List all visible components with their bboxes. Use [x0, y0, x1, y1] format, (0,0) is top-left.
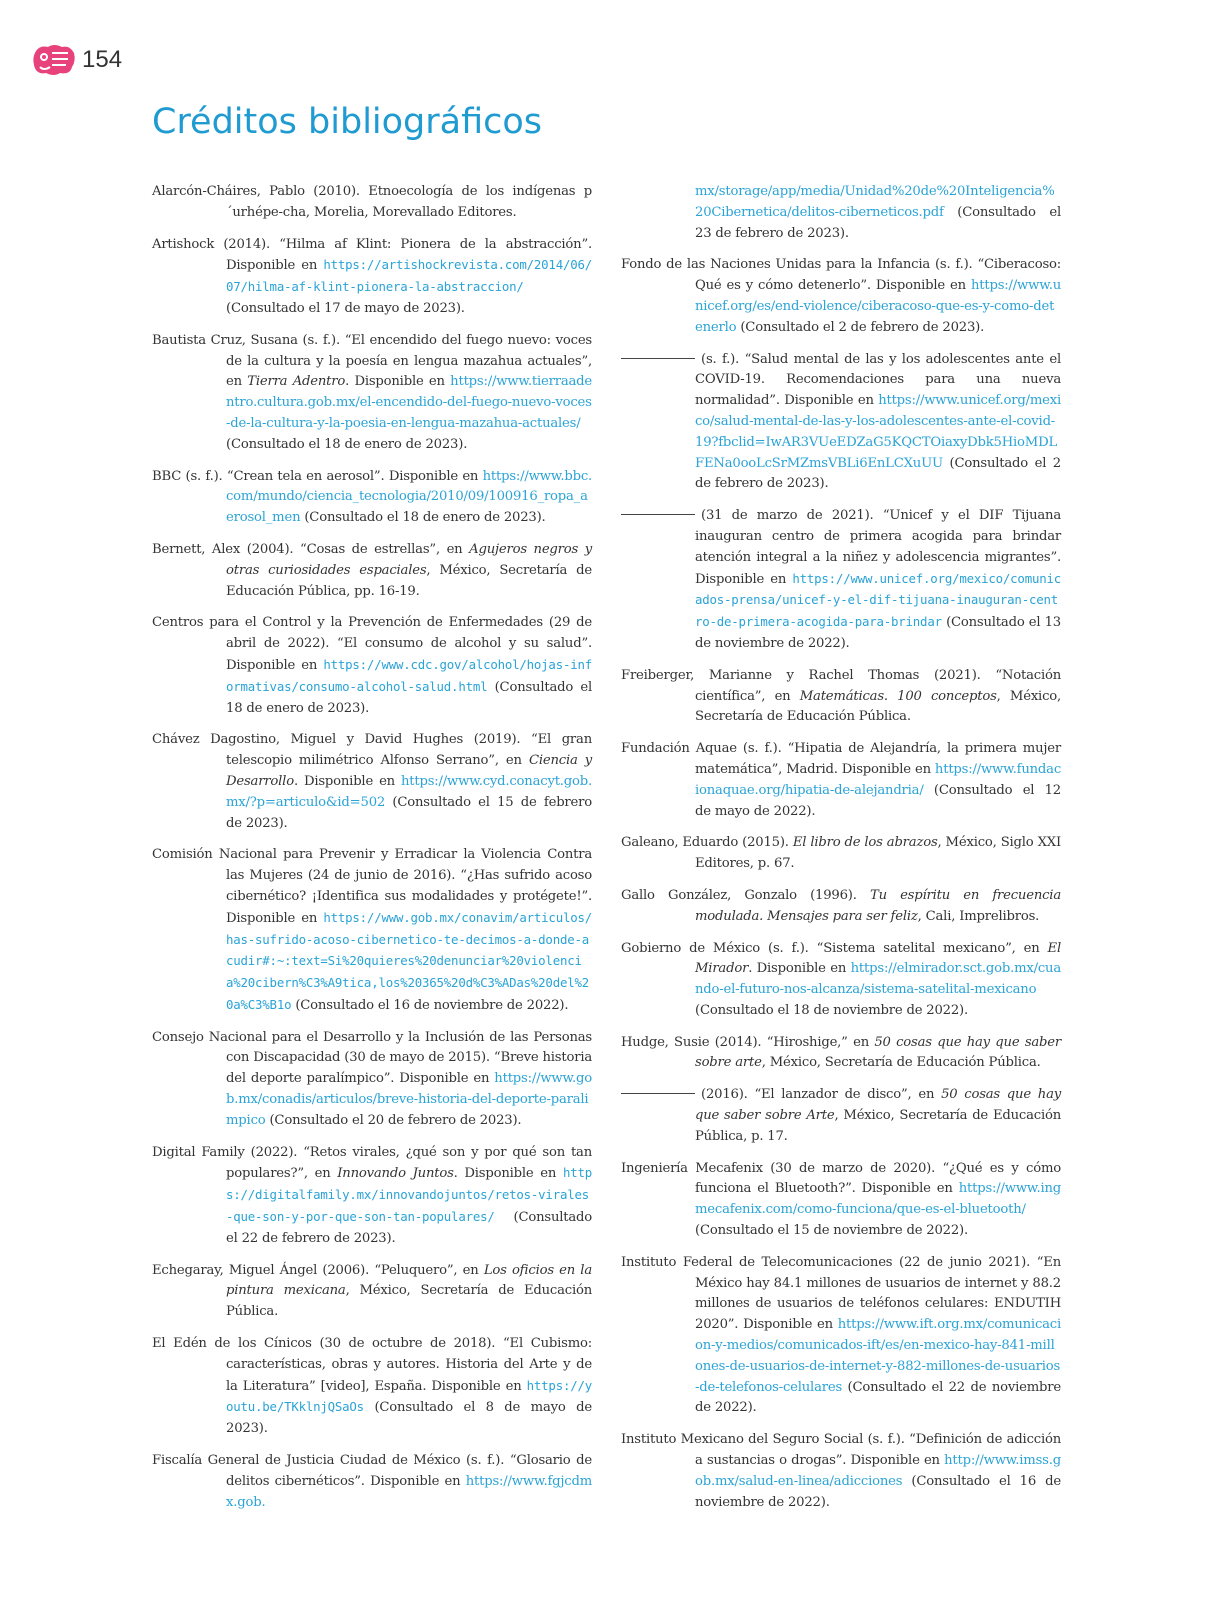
entry-text: (Consultado el 20 de febrero de 2023).: [265, 1112, 522, 1128]
entry-title-italic: 50 cosas que hay que saber sobre Arte: [695, 1087, 1061, 1124]
entry-link[interactable]: https://www.tierraadentro.cultura.gob.mx/el-encendido-del-fuego-nuevo-voces-de-la-cultura-y-la-poesia-en-lengua-mazahua-actuales/: [226, 374, 592, 431]
entry-title-italic: Tierra Adentro: [247, 374, 346, 390]
pink-glyph-logo-icon: [32, 43, 76, 77]
entry-text: , México, Secretaría de Educación Pública.: [226, 1283, 593, 1320]
bibliography-entry: [621, 350, 1061, 496]
entry-text: Gallo González, Gonzalo (1996).: [621, 887, 870, 903]
bibliography-entry: [152, 613, 592, 719]
entry-link[interactable]: https://www.unicef.org/mexico/salud-mental-de-las-y-los-adolescentes-ante-el-covid-19?fbclid=IwAR3VUeEDZaG5KQCTOiaxyDbk5HioMDLFENa0ooLcSrMZmsVBLi6EnLCXuUU: [695, 393, 1061, 471]
bibliography-entry: [152, 1143, 592, 1250]
entry-text: (Consultado el 2 de febrero de 2023).: [695, 455, 1061, 492]
entry-text: Bautista Cruz, Susana (s. f.). “El encendido del fuego nuevo: voces de la cultura y la poesía en lengua mazahua actuales”, en: [152, 332, 592, 390]
entry-text: Comisión Nacional para Prevenir y Erradicar la Violencia Contra las Mujeres (24 de junio de 2016). “¿Has sufrido acoso cibernético? ¡Identifica sus modalidades y protégete!”. Disponible en: [152, 847, 592, 926]
bibliography-entry: [152, 467, 592, 529]
entry-link[interactable]: https://elmirador.sct.gob.mx/cuando-el-futuro-nos-alcanza/sistema-satelital-mexicano: [695, 961, 1061, 998]
bibliography-entry: [152, 235, 592, 320]
entry-text: (Consultado el 22 de noviembre de 2022).: [695, 1379, 1061, 1416]
entry-text: BBC (s. f.). “Crean tela en aerosol”. Disponible en: [152, 468, 483, 484]
bibliography-entry: [621, 886, 1061, 928]
entry-text: . Disponible en: [345, 374, 451, 390]
entry-text: , México, Secretaría de Educación Pública.: [761, 1055, 1041, 1071]
entry-text: (s. f.). “Salud mental de las y los adolescentes ante el COVID-19. Recomendaciones para una nueva normalidad”. Disponible en: [695, 351, 1061, 409]
entry-link[interactable]: https://www.ift.org.mx/comunicacion-y-medios/comunicados-ift/es/en-mexico-hay-841-millones-de-usuarios-de-internet-y-882-millones-de-usuarios-de-telefonos-celulares: [695, 1317, 1061, 1395]
entry-text: (2016). “El lanzador de disco”, en: [701, 1087, 942, 1103]
entry-text: (Consultado el 12 de mayo de 2022).: [695, 782, 1061, 819]
entry-title-italic: El libro de los abrazos: [792, 835, 938, 851]
entry-link[interactable]: mx/storage/app/media/Unidad%20de%20Inteligencia%20Cibernetica/delitos-ciberneticos.pdf: [695, 184, 1055, 220]
right-column: [621, 182, 1061, 1524]
entry-text: . Disponible en: [748, 961, 851, 977]
entry-text: , México, Secretaría de Educación Pública.: [695, 688, 1061, 725]
entry-text: , México, Secretaría de Educación Pública, p. 17.: [695, 1108, 1062, 1144]
entry-text: Instituto Federal de Telecomunicaciones (22 de junio 2021). “En México hay 84.1 millones de usuarios de internet y 88.2 millones de usuarios de teléfonos celulares: ENDUTIH 2020”. Disponible en: [621, 1254, 1061, 1333]
entry-text: (Consultado el 16 de noviembre de 2022).: [695, 1473, 1061, 1510]
entry-text: , México, Secretaría de Educación Pública, pp. 16-19.: [226, 562, 592, 599]
entry-text: Consejo Nacional para el Desarrollo y la Inclusión de las Personas con Discapacidad (30 de mayo de 2015). “Breve historia del deporte paralímpico”. Disponible en: [152, 1029, 592, 1087]
entry-link[interactable]: https://digitalfamily.mx/innovandojuntos/retos-virales-que-son-y-por-que-son-tan-populares/: [226, 1165, 592, 1225]
entry-text: Fondo de las Naciones Unidas para la Infancia (s. f.). “Ciberacoso: Qué es y cómo detenerlo”. Disponible en: [621, 257, 1061, 294]
entry-text: (Consultado el 15 de febrero de 2023).: [226, 794, 592, 831]
entry-text: (Consultado el 8 de mayo de 2023).: [226, 1400, 592, 1437]
bibliography-entry: [621, 1085, 1061, 1147]
entry-text: Fundación Aquae (s. f.). “Hipatia de Alejandría, la primera mujer matemática”, Madrid. Disponible en: [621, 741, 1061, 777]
page-title: Créditos bibliográficos: [152, 102, 543, 142]
bibliography-entry: [621, 1033, 1061, 1075]
entry-title-italic: Agujeros negros y otras curiosidades espaciales: [226, 541, 592, 578]
entry-link[interactable]: https://www.gob.mx/conavim/articulos/has-sufrido-acoso-cibernetico-te-decimos-a-donde-acudir#:~:text=Si%20quieres%20denunciar%20violencia%20cibern%C3%A9tica,los%20365%20d%C3%ADas%20del%20a%C3%B1o: [226, 909, 592, 1012]
entry-text: (Consultado el 22 de febrero de 2023).: [226, 1210, 592, 1246]
entry-link[interactable]: https://www.cdc.gov/alcohol/hojas-informativas/consumo-alcohol-salud.html: [226, 656, 592, 694]
repeated-author-dash: [621, 358, 695, 359]
bibliography-entry: [152, 1028, 592, 1132]
entry-text: (Consultado el 18 de enero de 2023).: [226, 436, 468, 452]
bibliography-entry: [152, 182, 592, 224]
entry-text: (Consultado el 17 de mayo de 2023).: [226, 300, 465, 316]
entry-text: Alarcón-Cháires, Pablo (2010). Etnoecología de los indígenas p´urhépe-cha, Morelia, Morevallado Editores.: [152, 184, 592, 220]
entry-link[interactable]: https://artishockrevista.com/2014/06/07/hilma-af-klint-pionera-la-abstraccion/: [226, 257, 592, 295]
page-number: 154: [82, 46, 123, 73]
entry-text: (Consultado el 2 de febrero de 2023).: [736, 319, 985, 335]
bibliography-entry: [621, 1430, 1061, 1513]
entry-link[interactable]: https://www.cyd.conacyt.gob.mx/?p=articulo&id=502: [226, 773, 592, 810]
entry-link[interactable]: https://www.gob.mx/conadis/articulos/breve-historia-del-deporte-paralimpico: [226, 1071, 592, 1128]
bibliography-entry: [152, 1261, 592, 1323]
bibliography-entry: [621, 255, 1061, 338]
entry-text: (Consultado el 18 de enero de 2023).: [226, 679, 592, 716]
entry-link[interactable]: https://youtu.be/TKklnjQSaOs: [226, 1377, 592, 1415]
entry-link[interactable]: https://www.ingmecafenix.com/como-funciona/que-es-el-bluetooth/: [695, 1181, 1061, 1218]
entry-title-italic: Matemáticas. 100 conceptos: [799, 688, 997, 704]
repeated-author-dash: [621, 1093, 695, 1094]
entry-text: Hudge, Susie (2014). “Hiroshige,” en: [621, 1034, 875, 1050]
bibliography-entry: [621, 1159, 1061, 1242]
bibliography-entry: [621, 833, 1061, 875]
entry-text: El Edén de los Cínicos (30 de octubre de 2018). “El Cubismo: características, obras y autores. Historia del Arte y de la Literatura” [video], España. Disponible en: [152, 1336, 592, 1394]
bibliography-entry: [152, 540, 592, 602]
entry-text: Centros para el Control y la Prevención de Enfermedades (29 de abril de 2022). “El consumo de alcohol y su salud”. Disponible en: [152, 615, 592, 673]
entry-text: (Consultado el 16 de noviembre de 2022).: [291, 997, 569, 1013]
entry-text: (Consultado el 15 de noviembre de 2022).: [695, 1223, 968, 1239]
entry-text: Galeano, Eduardo (2015).: [621, 835, 793, 851]
bibliography-entry: [152, 730, 592, 834]
bibliography-entry: [152, 1451, 592, 1513]
page-header: [32, 40, 122, 80]
entry-link[interactable]: https://www.unicef.org/es/end-violence/ciberacoso-que-es-y-como-detenerlo: [695, 278, 1061, 335]
entry-title-italic: Innovando Juntos: [337, 1166, 454, 1182]
entry-text: (31 de marzo de 2021). “Unicef y el DIF Tijuana inauguran centro de primera acogida para brindar atención integral a la niñez y adolescencia migrantes”. Disponible en: [695, 508, 1061, 587]
entry-text: Bernett, Alex (2004). “Cosas de estrellas”, en: [152, 541, 470, 557]
left-column: [152, 182, 592, 1524]
entry-title-italic: Tu espíritu en frecuencia modulada. Mensajes para ser feliz: [695, 887, 1061, 924]
bibliography-entry: [152, 845, 592, 1016]
entry-text: Chávez Dagostino, Miguel y David Hughes (2019). “El gran telescopio milimétrico Alfonso Serrano”, en: [152, 732, 592, 769]
entry-title-italic: 50 cosas que hay que saber sobre arte: [695, 1034, 1061, 1071]
entry-text: . Disponible en: [453, 1166, 563, 1182]
entry-text: (Consultado el 13 de noviembre de 2022).: [695, 615, 1061, 651]
bibliography-entry: [621, 1253, 1061, 1419]
bibliography-entry: [621, 739, 1061, 822]
entry-text: , México, Siglo XXI Editores, p. 67.: [695, 835, 1061, 872]
bibliography-entry: [621, 506, 1061, 655]
bibliography-entry: [621, 939, 1061, 1022]
bibliography-entry: [621, 666, 1061, 728]
entry-text: Fiscalía General de Justicia Ciudad de México (s. f.). “Glosario de delitos cibernéticos”. Disponible en: [152, 1453, 592, 1489]
entry-link[interactable]: https://www.unicef.org/mexico/comunicados-prensa/unicef-y-el-dif-tijuana-inauguran-centro-de-primera-acogida-para-brindar: [695, 570, 1061, 630]
entry-title-italic: Los oficios en la pintura mexicana: [226, 1262, 592, 1299]
entry-text: Gobierno de México (s. f.). “Sistema satelital mexicano”, en: [621, 940, 1048, 956]
entry-title-italic: El Mirador: [695, 940, 1061, 977]
entry-title-italic: Ciencia y Desarrollo: [226, 753, 592, 789]
repeated-author-dash: [621, 514, 695, 515]
entry-link[interactable]: https://www.fundacionaquae.org/hipatia-de-alejandria/: [695, 761, 1061, 798]
bibliography-entry: [152, 1334, 592, 1440]
entry-text: (Consultado el 18 de enero de 2023).: [300, 510, 546, 526]
entry-text: Digital Family (2022). “Retos virales, ¿qué son y por qué son tan populares?”, en: [152, 1144, 592, 1182]
entry-text: (Consultado el 23 de febrero de 2023).: [695, 204, 1061, 241]
entry-text: (Consultado el 18 de noviembre de 2022).: [695, 1002, 968, 1018]
entry-link[interactable]: http://www.imss.gob.mx/salud-en-linea/adicciones: [695, 1453, 1061, 1489]
entry-text: , Cali, Imprelibros.: [917, 908, 1040, 924]
entry-text: Artishock (2014). “Hilma af Klint: Pionera de la abstracción”. Disponible en: [152, 236, 592, 274]
entry-link[interactable]: https://www.fgjcdmx.gob.: [226, 1473, 592, 1510]
bibliography-entry: [621, 182, 1061, 244]
entry-text: Echegaray, Miguel Ángel (2006). “Peluquero”, en: [152, 1262, 484, 1278]
entry-text: . Disponible en: [293, 773, 401, 789]
entry-link[interactable]: https://www.bbc.com/mundo/ciencia_tecnologia/2010/09/100916_ropa_aerosol_men: [226, 468, 592, 526]
bibliography-entry: [152, 331, 592, 456]
entry-text: Instituto Mexicano del Seguro Social (s. f.). “Definición de adicción a sustancias o drogas”. Disponible en: [621, 1432, 1061, 1469]
entry-text: Ingeniería Mecafenix (30 de marzo de 2020). “¿Qué es y cómo funciona el Bluetooth?”. Disponible en: [621, 1160, 1061, 1197]
entry-text: Freiberger, Marianne y Rachel Thomas (2021). “Notación científica”, en: [621, 667, 1061, 704]
